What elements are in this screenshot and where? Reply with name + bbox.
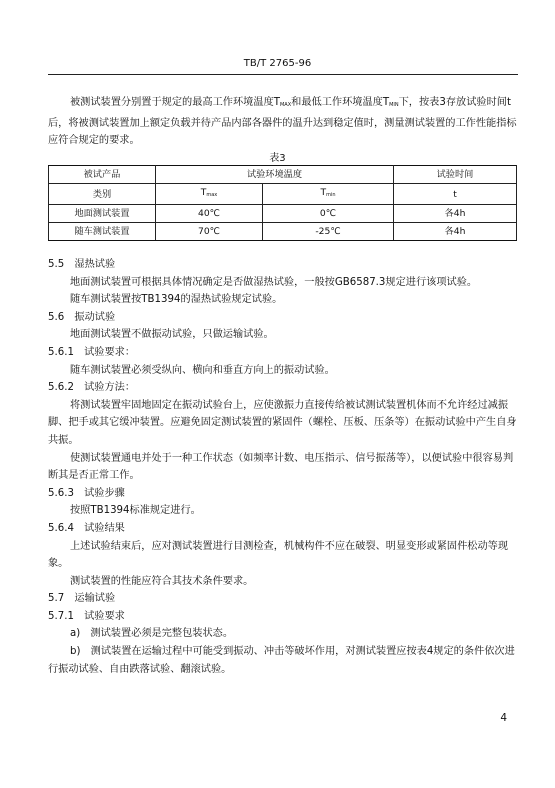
- intro-text-a: 被测试装置分别置于规定的最高工作环境温度T: [70, 97, 280, 108]
- standard-header: TB/T 2765-96: [243, 58, 312, 69]
- row-time: 各4h: [394, 223, 517, 241]
- intro-text-c: 下，按表3存放试验时间t后，将被测试装置加上额定负载并待产品内部各器件的温升达到稳定值时，测量测试装置的工作性能指标应符合规定的要求。: [48, 97, 517, 146]
- table3: [48, 165, 517, 241]
- section-5-6-2-para1: 将测试装置牢固地固定在振动试验台上，应使激振力直接传给被试测试装置机体而不允许经过减振脚、把手或其它缓冲装置。应避免固定测试装置的紧固件（螺栓、压板、压条等）在振动试验中产生自身共振。: [48, 399, 517, 446]
- section-5-5-para1: 地面测试装置可根据具体情况确定是否做湿热试验，一般按GB6587.3规定进行该项试验。: [70, 276, 478, 288]
- section-5-6-1-para1: 随车测试装置必须受纵向、横向和垂直方向上的振动试验。: [70, 364, 335, 376]
- section-5-5-title: 5.5 湿热试验: [48, 259, 116, 270]
- section-5-5-para2: 随车测试装置按TB1394的湿热试验规定试验。: [70, 294, 283, 306]
- body-sections: [48, 256, 518, 678]
- section-5-6-2-title: 5.6.2 试验方法：: [48, 382, 136, 394]
- row-tmin: -25℃: [263, 223, 394, 241]
- row-tmax: 70℃: [156, 223, 263, 241]
- row-tmin: 0℃: [263, 205, 394, 223]
- section-5-6-1-title: 5.6.1 试验要求：: [48, 346, 136, 358]
- row-time: 各4h: [394, 205, 517, 223]
- page-number: 4: [500, 712, 507, 724]
- row-product: 随车测试装置: [49, 223, 156, 241]
- section-5-7-1-title: 5.7.1 试验要求: [48, 610, 125, 622]
- head-tmax: $T_{max}$: [156, 184, 263, 205]
- section-5-6-4-para2: 测试装置的性能应符合其技术条件要求。: [70, 575, 254, 587]
- section-5-6-3-para1: 按照TB1394标准规定进行。: [70, 505, 201, 517]
- section-5-7-1-item-a: a) 测试装置必须是完整包装状态。: [70, 628, 234, 640]
- head-product-line2: 类别: [49, 184, 156, 205]
- row-product: 地面测试装置: [49, 205, 156, 223]
- section-5-6-4-para1: 上述试验结束后，应对测试装置进行目测检查，机械构件不应在破裂、明显变形或紧固件松动等现象。: [48, 540, 509, 570]
- intro-paragraph: [48, 94, 518, 150]
- intro-text-b: 和最低工作环境温度T: [291, 97, 390, 108]
- section-5-7-title: 5.7 运输试验: [48, 593, 116, 605]
- tmax-subscript: MAX: [279, 102, 292, 108]
- header-rule: [48, 74, 518, 75]
- table3-title: 表3: [269, 153, 286, 164]
- head-temperature: 试验环境温度: [156, 166, 394, 184]
- head-time-line1: 试验时间: [394, 166, 517, 184]
- section-5-7-1-item-b: b) 测试装置在运输过程中可能受到振动、冲击等破坏作用，对测试装置应按表4规定的条件依次进行振动试验、自由跌落试验、翻滚试验。: [48, 646, 515, 675]
- section-5-6-3-title: 5.6.3 试验步骤: [48, 487, 125, 499]
- section-5-6-title: 5.6 振动试验: [48, 311, 116, 323]
- table-row: [49, 223, 517, 241]
- head-time-line2: t: [394, 184, 517, 205]
- section-5-6-2-para2: 使测试装置通电并处于一种工作状态（如频率计数、电压指示、信号振荡等），以便试验中很容易判断其是否正常工作。: [48, 452, 514, 482]
- tmin-subscript: MIN: [389, 102, 399, 108]
- table-row: [49, 205, 517, 223]
- row-tmax: 40℃: [156, 205, 263, 223]
- head-tmin: $T_{min}$: [263, 184, 394, 205]
- section-5-6-para1: 地面测试装置不做振动试验，只做运输试验。: [70, 329, 274, 341]
- head-product-line1: 被试产品: [49, 166, 156, 184]
- section-5-6-4-title: 5.6.4 试验结果: [48, 522, 125, 534]
